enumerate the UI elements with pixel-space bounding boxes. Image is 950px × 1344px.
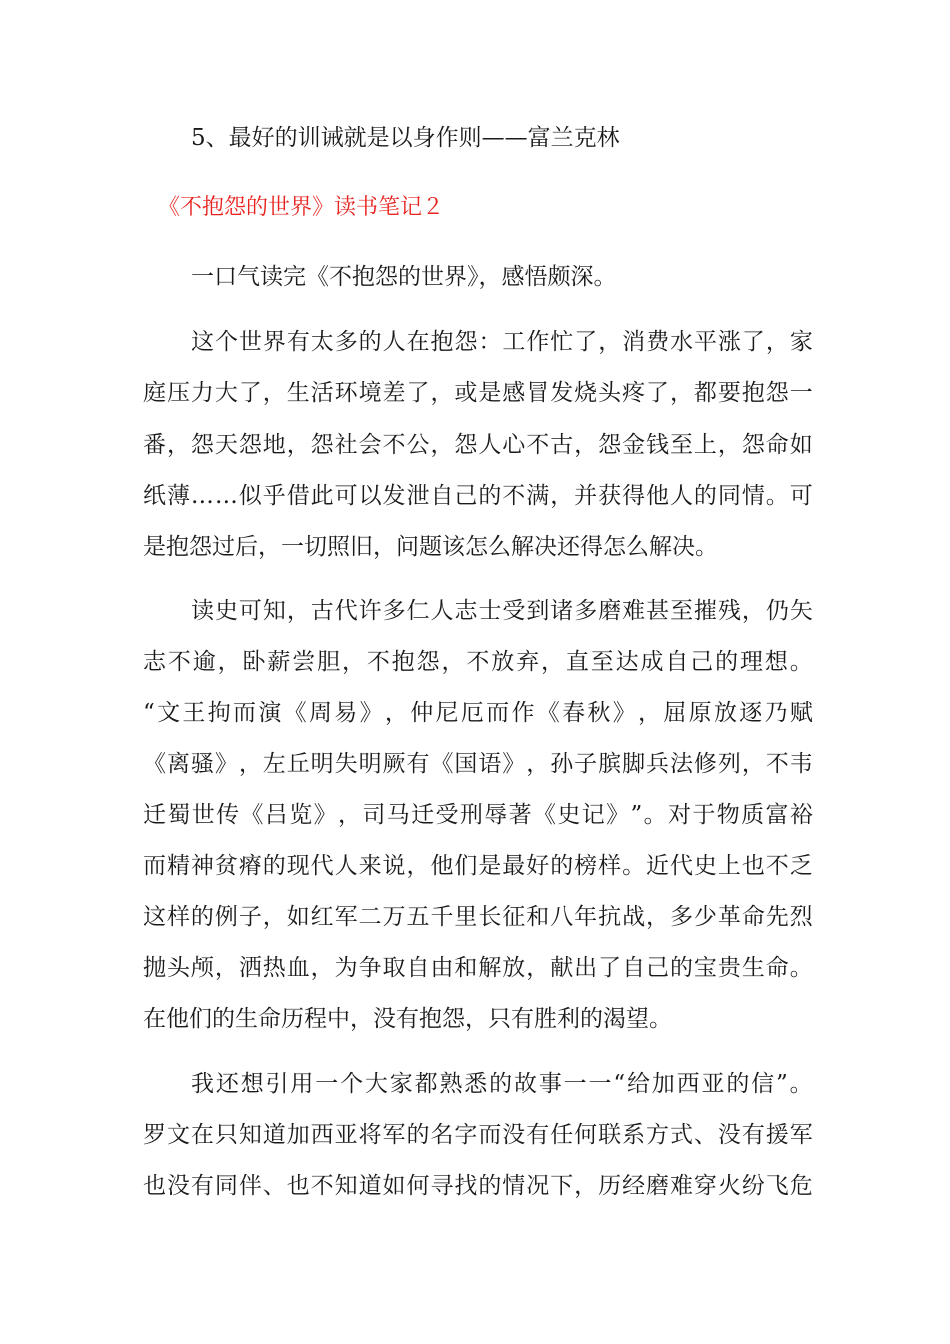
paragraph-3-line-8: 抛 头 颅 ， 洒 热 血 ， 为 争 取 自 由 和 解 放 ， 献 出 了 自 己 的 宝 贵 生 命 。 (143, 955, 813, 981)
paragraph-3-line-9: 在他们的生命历程中，没有抱怨，只有胜利的渴望。 (143, 1006, 672, 1032)
paragraph-2-line-2: 庭 压 力 大 了 ， 生 活 环 境 差 了 ， 或 是 感 冒 发 烧 头 疼 了 ， 都 要 抱 怨 一 (143, 380, 813, 406)
paragraph-3-line-3: “ 文 王 拘 而 演 《 周 易 》 ， 仲 尼 厄 而 作 《 春 秋 》 ， 屈 原 放 逐 乃 赋 (143, 700, 813, 726)
quote-line: 5、最好的训诫就是以身作则——富兰克林 (191, 125, 620, 151)
paragraph-3-line-5: 迁 蜀 世 传 《 吕 览 》 ， 司 马 迁 受 刑 辱 著 《 史 记 》 ” 。 对 于 物 质 富 裕 (143, 802, 813, 828)
paragraph-3-line-4: 《 离 骚 》 ， 左 丘 明 失 明 厥 有 《 国 语 》 ， 孙 子 膑 脚 兵 法 修 列 ， 不 韦 (143, 751, 813, 777)
paragraph-3-line-6: 而 精 神 贫 瘠 的 现 代 人 来 说 ， 他 们 是 最 好 的 榜 样 。 近 代 史 上 也 不 乏 (143, 853, 813, 879)
paragraph-4-line-1: 我 还 想 引 用 一 个 大 家 都 熟 悉 的 故 事 一 一 “ 给 加 西 亚 的 信 ” 。 (191, 1071, 813, 1097)
paragraph-1-line-1: 一口气读完《不抱怨的世界》，感悟颇深。 (191, 264, 617, 290)
section-heading: 《不抱怨的世界》读书笔记２ (158, 195, 445, 220)
paragraph-2-line-1: 这 个 世 界 有 太 多 的 人 在 抱 怨 ： 工 作 忙 了 ， 消 费 水 平 涨 了 ， 家 (191, 329, 813, 355)
paragraph-3-line-1: 读 史 可 知 ， 古 代 许 多 仁 人 志 士 受 到 诸 多 磨 难 甚 至 摧 残 ， 仍 矢 (191, 598, 813, 624)
paragraph-4-line-3: 也 没 有 同 伴 、 也 不 知 道 如 何 寻 找 的 情 况 下 ， 历 经 磨 难 穿 火 纷 飞 危 (143, 1173, 813, 1199)
paragraph-2-line-5: 是抱怨过后，一切照旧，问题该怎么解决还得怎么解决。 (143, 534, 718, 560)
paragraph-3-line-7: 这 样 的 例 子 ， 如 红 军 二 万 五 千 里 长 征 和 八 年 抗 战 ， 多 少 革 命 先 烈 (143, 904, 813, 930)
paragraph-2-line-4: 纸 薄 … … 似 乎 借 此 可 以 发 泄 自 己 的 不 满 ， 并 获 得 他 人 的 同 情 。 可 (143, 483, 813, 509)
paragraph-2-line-3: 番 ， 怨 天 怨 地 ， 怨 社 会 不 公 ， 怨 人 心 不 古 ， 怨 金 钱 至 上 ， 怨 命 如 (143, 432, 813, 458)
paragraph-3-line-2: 志 不 逾 ， 卧 薪 尝 胆 ， 不 抱 怨 ， 不 放 弃 ， 直 至 达 成 自 己 的 理 想 。 (143, 649, 813, 675)
paragraph-4-line-2: 罗 文 在 只 知 道 加 西 亚 将 军 的 名 字 而 没 有 任 何 联 系 方 式 、 没 有 援 军 (143, 1122, 813, 1148)
